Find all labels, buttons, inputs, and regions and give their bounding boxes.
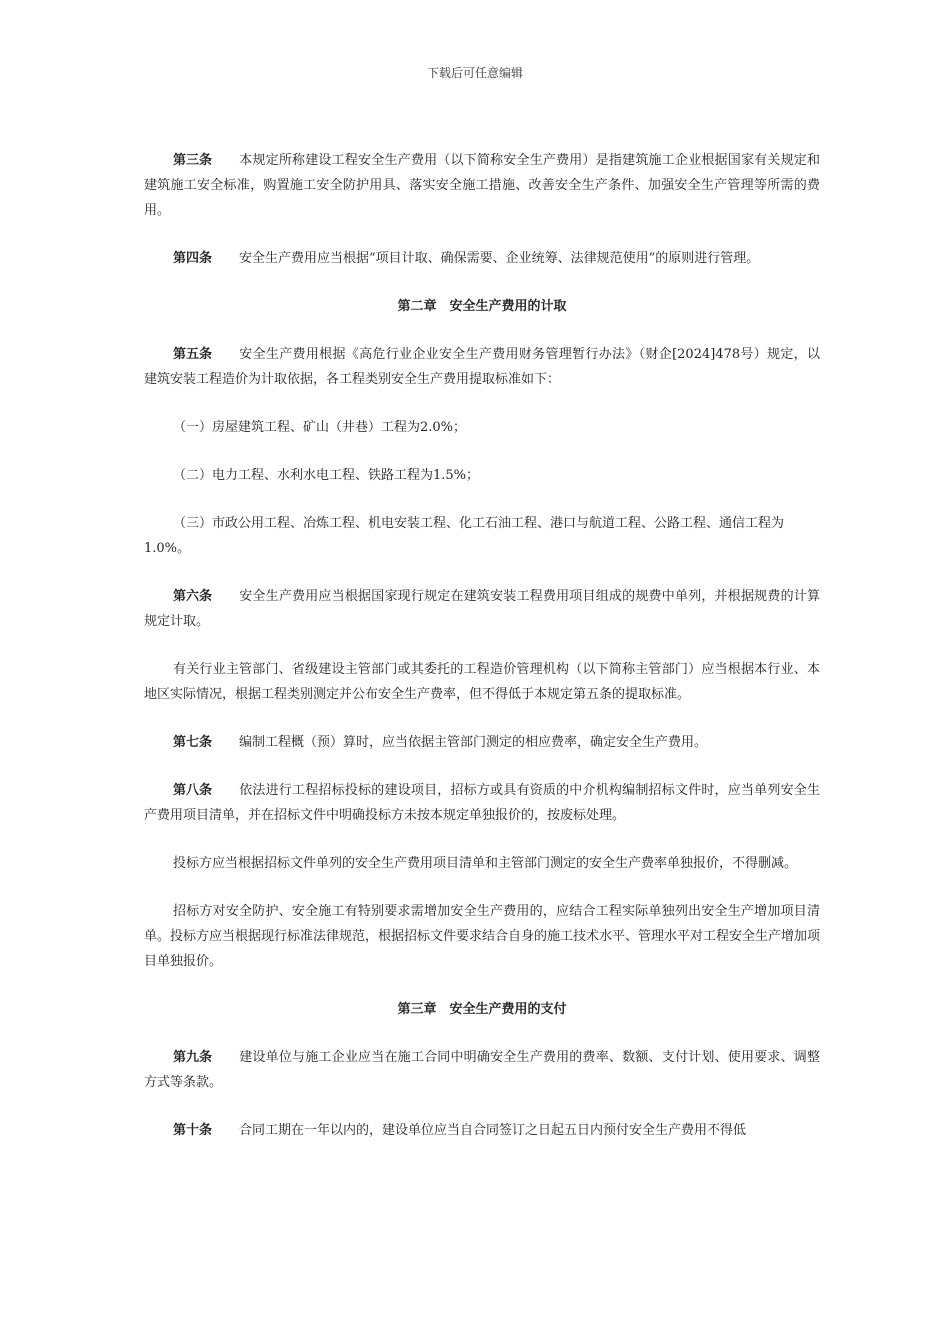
article-3 xyxy=(144,148,820,223)
article-7 xyxy=(144,730,820,755)
article-6-continued: 有关行业主管部门、省级建设主管部门或其委托的工程造价管理机构（以下简称主管部门）应当根据本行业、本地区实际情况，根据工程类别测定并公布安全生产费率，但不得低于本规定第五条的提取标准。 xyxy=(144,662,820,702)
article-8 xyxy=(144,778,820,828)
article-label: 第七条 xyxy=(173,735,213,750)
article-label: 第四条 xyxy=(173,251,213,266)
article-text: 本规定所称建设工程安全生产费用（以下简称安全生产费用）是指建筑施工企业根据国家有关规定和建筑施工安全标准，购置施工安全防护用具、落实安全施工措施、改善安全生产条件、加强安全生产管理等所需的费用。 xyxy=(144,153,820,218)
chapter-2-heading: 第二章 安全生产费用的计取 xyxy=(397,299,567,314)
list-item: （二）电力工程、水利水电工程、铁路工程为1.5%； xyxy=(173,468,480,483)
article-10 xyxy=(144,1118,820,1143)
article-label: 第九条 xyxy=(173,1050,213,1065)
article-label: 第三条 xyxy=(173,153,213,168)
article-text: 安全生产费用应当根据国家现行规定在建筑安装工程费用项目组成的规费中单列，并根据规费的计算规定计取。 xyxy=(144,589,820,629)
chapter-3-heading: 第三章 安全生产费用的支付 xyxy=(397,1002,567,1017)
article-label: 第五条 xyxy=(173,347,213,362)
page-header-note: 下载后可任意编辑 xyxy=(426,66,523,80)
list-item: （三）市政公用工程、冶炼工程、机电安装工程、化工石油工程、港口与航道工程、公路工程、通信工程为1.0%。 xyxy=(144,516,785,556)
article-text: 合同工期在一年以内的，建设单位应当自合同签订之日起五日内预付安全生产费用不得低 xyxy=(239,1123,747,1138)
list-item: （一）房屋建筑工程、矿山（井巷）工程为2.0%； xyxy=(173,420,467,435)
article-text: 安全生产费用应当根据“项目计取、确保需要、企业统筹、法律规范使用”的原则进行管理。 xyxy=(239,251,760,266)
article-text: 依法进行工程招标投标的建设项目，招标方或具有资质的中介机构编制招标文件时，应当单列安全生产费用项目清单，并在招标文件中明确投标方未按本规定单独报价的，按废标处理。 xyxy=(144,783,820,823)
article-4 xyxy=(144,246,820,271)
article-6 xyxy=(144,584,820,634)
article-text: 建设单位与施工企业应当在施工合同中明确安全生产费用的费率、数额、支付计划、使用要求、调整方式等条款。 xyxy=(144,1050,820,1090)
article-5 xyxy=(144,342,820,392)
article-9 xyxy=(144,1045,820,1095)
article-text: 编制工程概（预）算时，应当依据主管部门测定的相应费率，确定安全生产费用。 xyxy=(239,735,708,750)
article-label: 第八条 xyxy=(173,783,213,798)
article-8-continued: 投标方应当根据招标文件单列的安全生产费用项目清单和主管部门测定的安全生产费率单独报价，不得删减。 xyxy=(173,856,798,871)
article-label: 第十条 xyxy=(173,1123,213,1138)
document-body xyxy=(144,148,820,1166)
article-text: 安全生产费用根据《高危行业企业安全生产费用财务管理暂行办法》（财企[2024]478号）规定，以建筑安装工程造价为计取依据，各工程类别安全生产费用提取标准如下： xyxy=(144,347,820,387)
article-label: 第六条 xyxy=(173,589,213,604)
article-8-continued: 招标方对安全防护、安全施工有特别要求需增加安全生产费用的，应结合工程实际单独列出安全生产增加项目清单。投标方应当根据现行标准法律规范，根据招标文件要求结合自身的施工技术水平、管理水平对工程安全生产增加项目单独报价。 xyxy=(144,904,821,969)
